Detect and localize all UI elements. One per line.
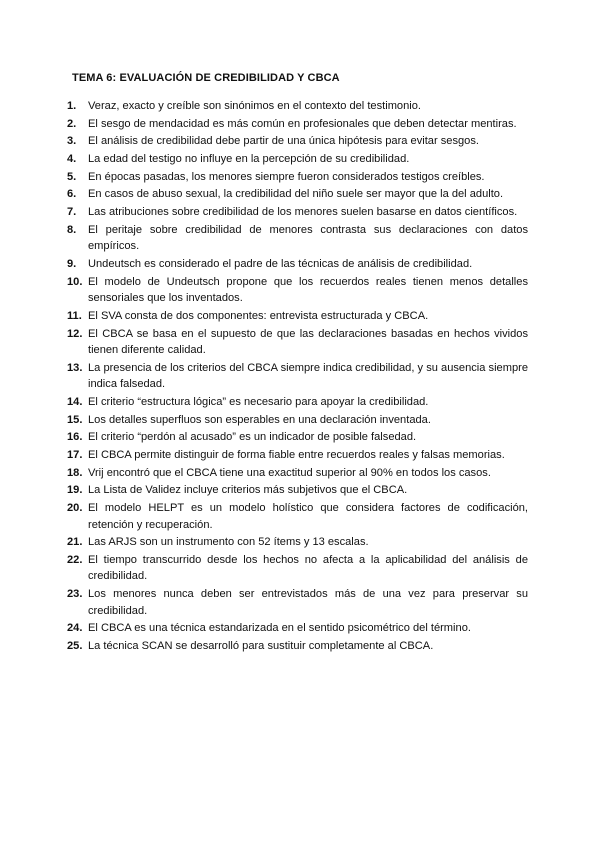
list-item [67, 256, 528, 273]
item-number: 20. [67, 502, 83, 515]
item-text: Las atribuciones sobre credibilidad de los menores suelen basarse en datos científicos. [88, 206, 518, 219]
list-item [67, 586, 528, 619]
list-item [67, 620, 528, 637]
item-number: 12. [67, 327, 83, 340]
list-item [67, 133, 528, 150]
list-item [67, 500, 528, 533]
item-text: Los menores nunca deben ser entrevistados más de una vez para preservar su credibilidad. [88, 588, 528, 617]
list-item [67, 552, 528, 585]
item-text: El criterio “perdón al acusado” es un indicador de posible falsedad. [88, 431, 417, 444]
item-text: La Lista de Validez incluye criterios más subjetivos que el CBCA. [88, 484, 408, 497]
item-number: 4. [67, 153, 77, 166]
item-text: El modelo HELPT es un modelo holístico que considera factores de codificación, retención y recuperación. [88, 502, 528, 531]
item-number: 14. [67, 395, 83, 408]
item-text: El análisis de credibilidad debe partir de una única hipótesis para evitar sesgos. [88, 135, 479, 148]
item-number: 24. [67, 622, 83, 635]
question-list [67, 98, 528, 656]
item-number: 15. [67, 413, 83, 426]
item-text: Los detalles superfluos son esperables en una declaración inventada. [88, 413, 431, 426]
list-item [67, 274, 528, 307]
item-number: 23. [67, 588, 83, 601]
item-number: 11. [67, 309, 82, 322]
item-number: 21. [67, 536, 83, 549]
item-number: 6. [67, 188, 77, 201]
list-item [67, 186, 528, 203]
item-number: 2. [67, 117, 77, 130]
item-number: 9. [67, 258, 77, 270]
item-text: La técnica SCAN se desarrolló para sustituir completamente al CBCA. [88, 640, 434, 652]
list-item [67, 447, 528, 464]
item-text: El tiempo transcurrido desde los hechos no afecta a la aplicabilidad del análisis de credibilidad. [88, 553, 528, 583]
list-item [67, 394, 528, 411]
item-number: 13. [67, 361, 83, 374]
item-text: La presencia de los criterios del CBCA siempre indica credibilidad, y su ausencia siempre indica falsedad. [88, 361, 528, 391]
item-number: 22. [67, 553, 83, 566]
item-number: 5. [67, 170, 77, 183]
item-text: En épocas pasadas, los menores siempre fueron considerados testigos creíbles. [88, 170, 485, 183]
item-text: Las ARJS son un instrumento con 52 ítems y 13 escalas. [88, 536, 369, 549]
item-number: 8. [67, 223, 77, 236]
item-text: El CBCA se basa en el supuesto de que las declaraciones basadas en hechos vividos tienen diferente calidad. [88, 327, 528, 357]
list-item [67, 308, 528, 325]
item-number: 25. [67, 640, 83, 652]
item-number: 1. [67, 100, 77, 112]
item-text: El modelo de Undeutsch propone que los recuerdos reales tienen menos detalles sensoriales que los inventados. [88, 275, 528, 305]
list-item [67, 169, 528, 186]
list-item [67, 482, 528, 499]
list-item [67, 412, 528, 429]
item-text: El criterio “estructura lógica” es necesario para apoyar la credibilidad. [88, 395, 429, 408]
list-item [67, 151, 528, 168]
list-item [67, 360, 528, 393]
item-number: 7. [67, 206, 77, 219]
item-text: El CBCA es una técnica estandarizada en el sentido psicométrico del término. [88, 622, 471, 635]
item-text: El sesgo de mendacidad es más común en profesionales que deben detectar mentiras. [88, 117, 517, 130]
page-title: TEMA 6: EVALUACIÓN DE CREDIBILIDAD Y CBCA [72, 72, 340, 84]
item-text: La edad del testigo no influye en la percepción de su credibilidad. [88, 153, 410, 166]
list-item [67, 534, 528, 551]
list-item [67, 429, 528, 446]
list-item [67, 465, 528, 482]
item-text: En casos de abuso sexual, la credibilidad del niño suele ser mayor que la del adulto. [88, 188, 504, 201]
item-text: Vrij encontró que el CBCA tiene una exactitud superior al 90% en todos los casos. [88, 466, 491, 479]
item-number: 19. [67, 484, 83, 497]
item-number: 3. [67, 135, 77, 148]
list-item [67, 116, 528, 133]
item-text: Veraz, exacto y creíble son sinónimos en el contexto del testimonio. [88, 100, 421, 112]
item-text: El CBCA permite distinguir de forma fiable entre recuerdos reales y falsas memorias. [88, 449, 505, 461]
item-number: 16. [67, 431, 83, 444]
list-item [67, 326, 528, 359]
item-number: 10. [67, 275, 83, 288]
list-item [67, 98, 528, 115]
item-text: El SVA consta de dos componentes: entrevista estructurada y CBCA. [88, 309, 429, 322]
item-number: 18. [67, 466, 83, 479]
list-item [67, 638, 528, 655]
item-text: El peritaje sobre credibilidad de menores contrasta sus declaraciones con datos empíricos. [88, 223, 528, 253]
list-item [67, 222, 528, 255]
list-item [67, 204, 528, 221]
item-number: 17. [67, 449, 83, 461]
item-text: Undeutsch es considerado el padre de las técnicas de análisis de credibilidad. [88, 258, 473, 270]
